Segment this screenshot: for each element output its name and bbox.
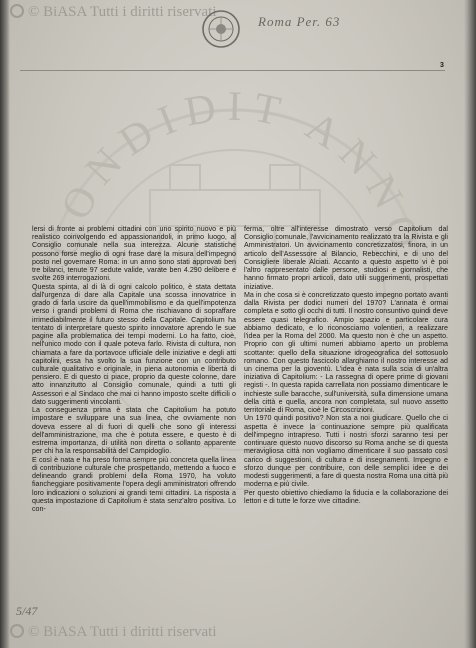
- handwritten-catalog-note: Roma Per. 63: [258, 14, 341, 29]
- paragraph: Questa spinta, al di là di ogni calcolo politico, è stata dettata dall'urgenza di dare alla Capitale una scossa innovatrice in grado di farla uscire da quell'immobilismo e da quell'impotenza verso i grandi problemi di Roma che rischiavano di sopraffare irrimediabilmente il futuro stesso della Capitale. Capitolium ha tentato di interpretare questo spirito innovatore aprendo le sue pagine alla problematica dei tempi moderni. Lo ha fatto, cioè, nell'unico modo con il quale poteva farlo. Rivista di cultura, non chiamata a fare da portavoce ufficiale delle iniziative e degli atti capitolini, essa ha svolto la sua funzione con un contributo culturale qualitativo e originale, in piena autonomia e libertà di pensiero. E di questo ci piace, proprio da queste colonne, dare atto innanzitutto al Consiglio comunale, quindi a tutti gli Assessori e al Sindaco che mai ci hanno imposto scelte difficili o dato suggerimenti vincolanti.: [32, 282, 236, 406]
- handwritten-shelf-mark: 5/47: [16, 604, 38, 618]
- watermark-top-text: © BiASA Tutti i diritti riservati: [28, 4, 217, 20]
- watermark-top: [10, 4, 217, 21]
- paragraph: La conseguenza prima è stata che Capitolium ha potuto impostare e sviluppare una sua linea, che ovviamente non doveva essere al di fuori di quelli che sono gli interessi dell'amministrazione, ma che è potuta essere, e questo è di estrema importanza, di utilità non diretta o sollanto apparente per chi ha la responsabilità del Campidoglio.: [32, 406, 236, 456]
- paragraph: E così è nata e ha preso forma sempre più concreta quella linea di contribuzione culturale che prospettando, mettendo a fuoco e delineando grandi problemi della Roma 1970, ha voluto fiancheggiare positivamente l'opera degli amministratori offrendo loro indicazioni o soluzioni ai grandi temi cittadini. La risposta a questa impostazione di Capitolium è stata senz'altro positiva. Lo con-: [32, 455, 236, 513]
- copyright-circle-icon: [10, 624, 24, 638]
- paragraph: Un 1970 quindi positivo? Non sta a noi giudicare. Quello che ci aspetta è invece la continuazione sempre più qualificata dell'impegno intrapreso. Tutti i nostri sforzi saranno tesi per continuare questo nuovo discorso su Roma anche se di questa meravigliosa città non vogliamo dimenticare il suo passato così carico di suggestioni, di cultura e di insegnamenti. Impegno e sforzo dunque per contribuire, con delle semplici idee e dei modesti suggerimenti, a fare di questa nostra Roma una città più moderna e più civile.: [244, 414, 448, 489]
- article-column-right: [244, 225, 448, 505]
- paragraph: ferma, oltre all'interesse dimostrato verso Capitolium dal Consiglio comunale, l'avvicinamento realizzato tra la Rivista e gli Amministratori. Un avvicinamento concretizzatosi, finora, in un articolo dell'Assessore al Bilancio, Rebecchini, e di uno del Consigliere liberale Alciati. Accanto a questo aspetto vi è poi l'altro rappresentato dalle persone, studiosi e giornalisti, che hanno firmato propri articoli, dato utili suggerimenti, prospettati iniziative.: [244, 225, 448, 291]
- paragraph: Ma in che cosa si è concretizzato questo impegno portato avanti dalla Rivista per dodici numeri del 1970? L'annata è ormai completa e sotto gli occhi di tutti. Il nostro consuntivo quindi deve essere quasi telegrafico. Ampio spazio e particolare cura abbiamo dedicato, e lo riconosciamo volentieri, a realizzare l'idea per la Roma del 2000. Ma questo non è che un aspetto. Proprio con gli ultimi numeri abbiamo aperto un problema scottante: quello della situazione idrogeografica del sottosuolo romano. Con questo fascicolo allarghiamo il nostro interesse ad un cinema per la gioventù. L'idea è nata sulla scia di un'altra iniziativa di Capitolium: - La rassegna di opere prime di giovani registi -. In questa rapida carrellata non possiamo dimenticare le inchieste sulle baracche, sull'università, sulla dimensione umana della città e quella, ancora non completata, sul nuovo assetto territoriale di Roma, cioè le Circoscrizioni.: [244, 290, 448, 415]
- seal-motto: CONDIDIT ANNO: [40, 83, 430, 263]
- page-number: 3: [440, 62, 444, 69]
- page-binding-shadow-left: [0, 0, 10, 648]
- page-binding-shadow-right: [464, 0, 476, 648]
- library-stamp-icon: [200, 8, 242, 50]
- watermark-bottom-text: © BiASA Tutti i diritti riservati: [28, 624, 217, 640]
- copyright-circle-icon: [10, 4, 24, 18]
- paragraph: Per questo obiettivo chiediamo la fiducia e la collaborazione dei lettori e di tutte le forze vive cittadine.: [244, 488, 448, 505]
- paragraph: lersi di fronte ai problemi cittadini con uno spirito nuovo e più realistico coinvolgendo ed appassionandoli, in primo luogo, al Consiglio comunale nella sua interezza. Alcune statistiche possono forse meglio di ogni frase dare la misura dell'impegno posto nel governare Roma: in un anno sono stati approvati ben tre bilanci, tenute 97 sedute valide, varate ben 4.290 delibere e svolte 269 interrogazioni.: [32, 225, 236, 283]
- article-column-left: [32, 225, 236, 513]
- watermark-bottom: [10, 624, 217, 641]
